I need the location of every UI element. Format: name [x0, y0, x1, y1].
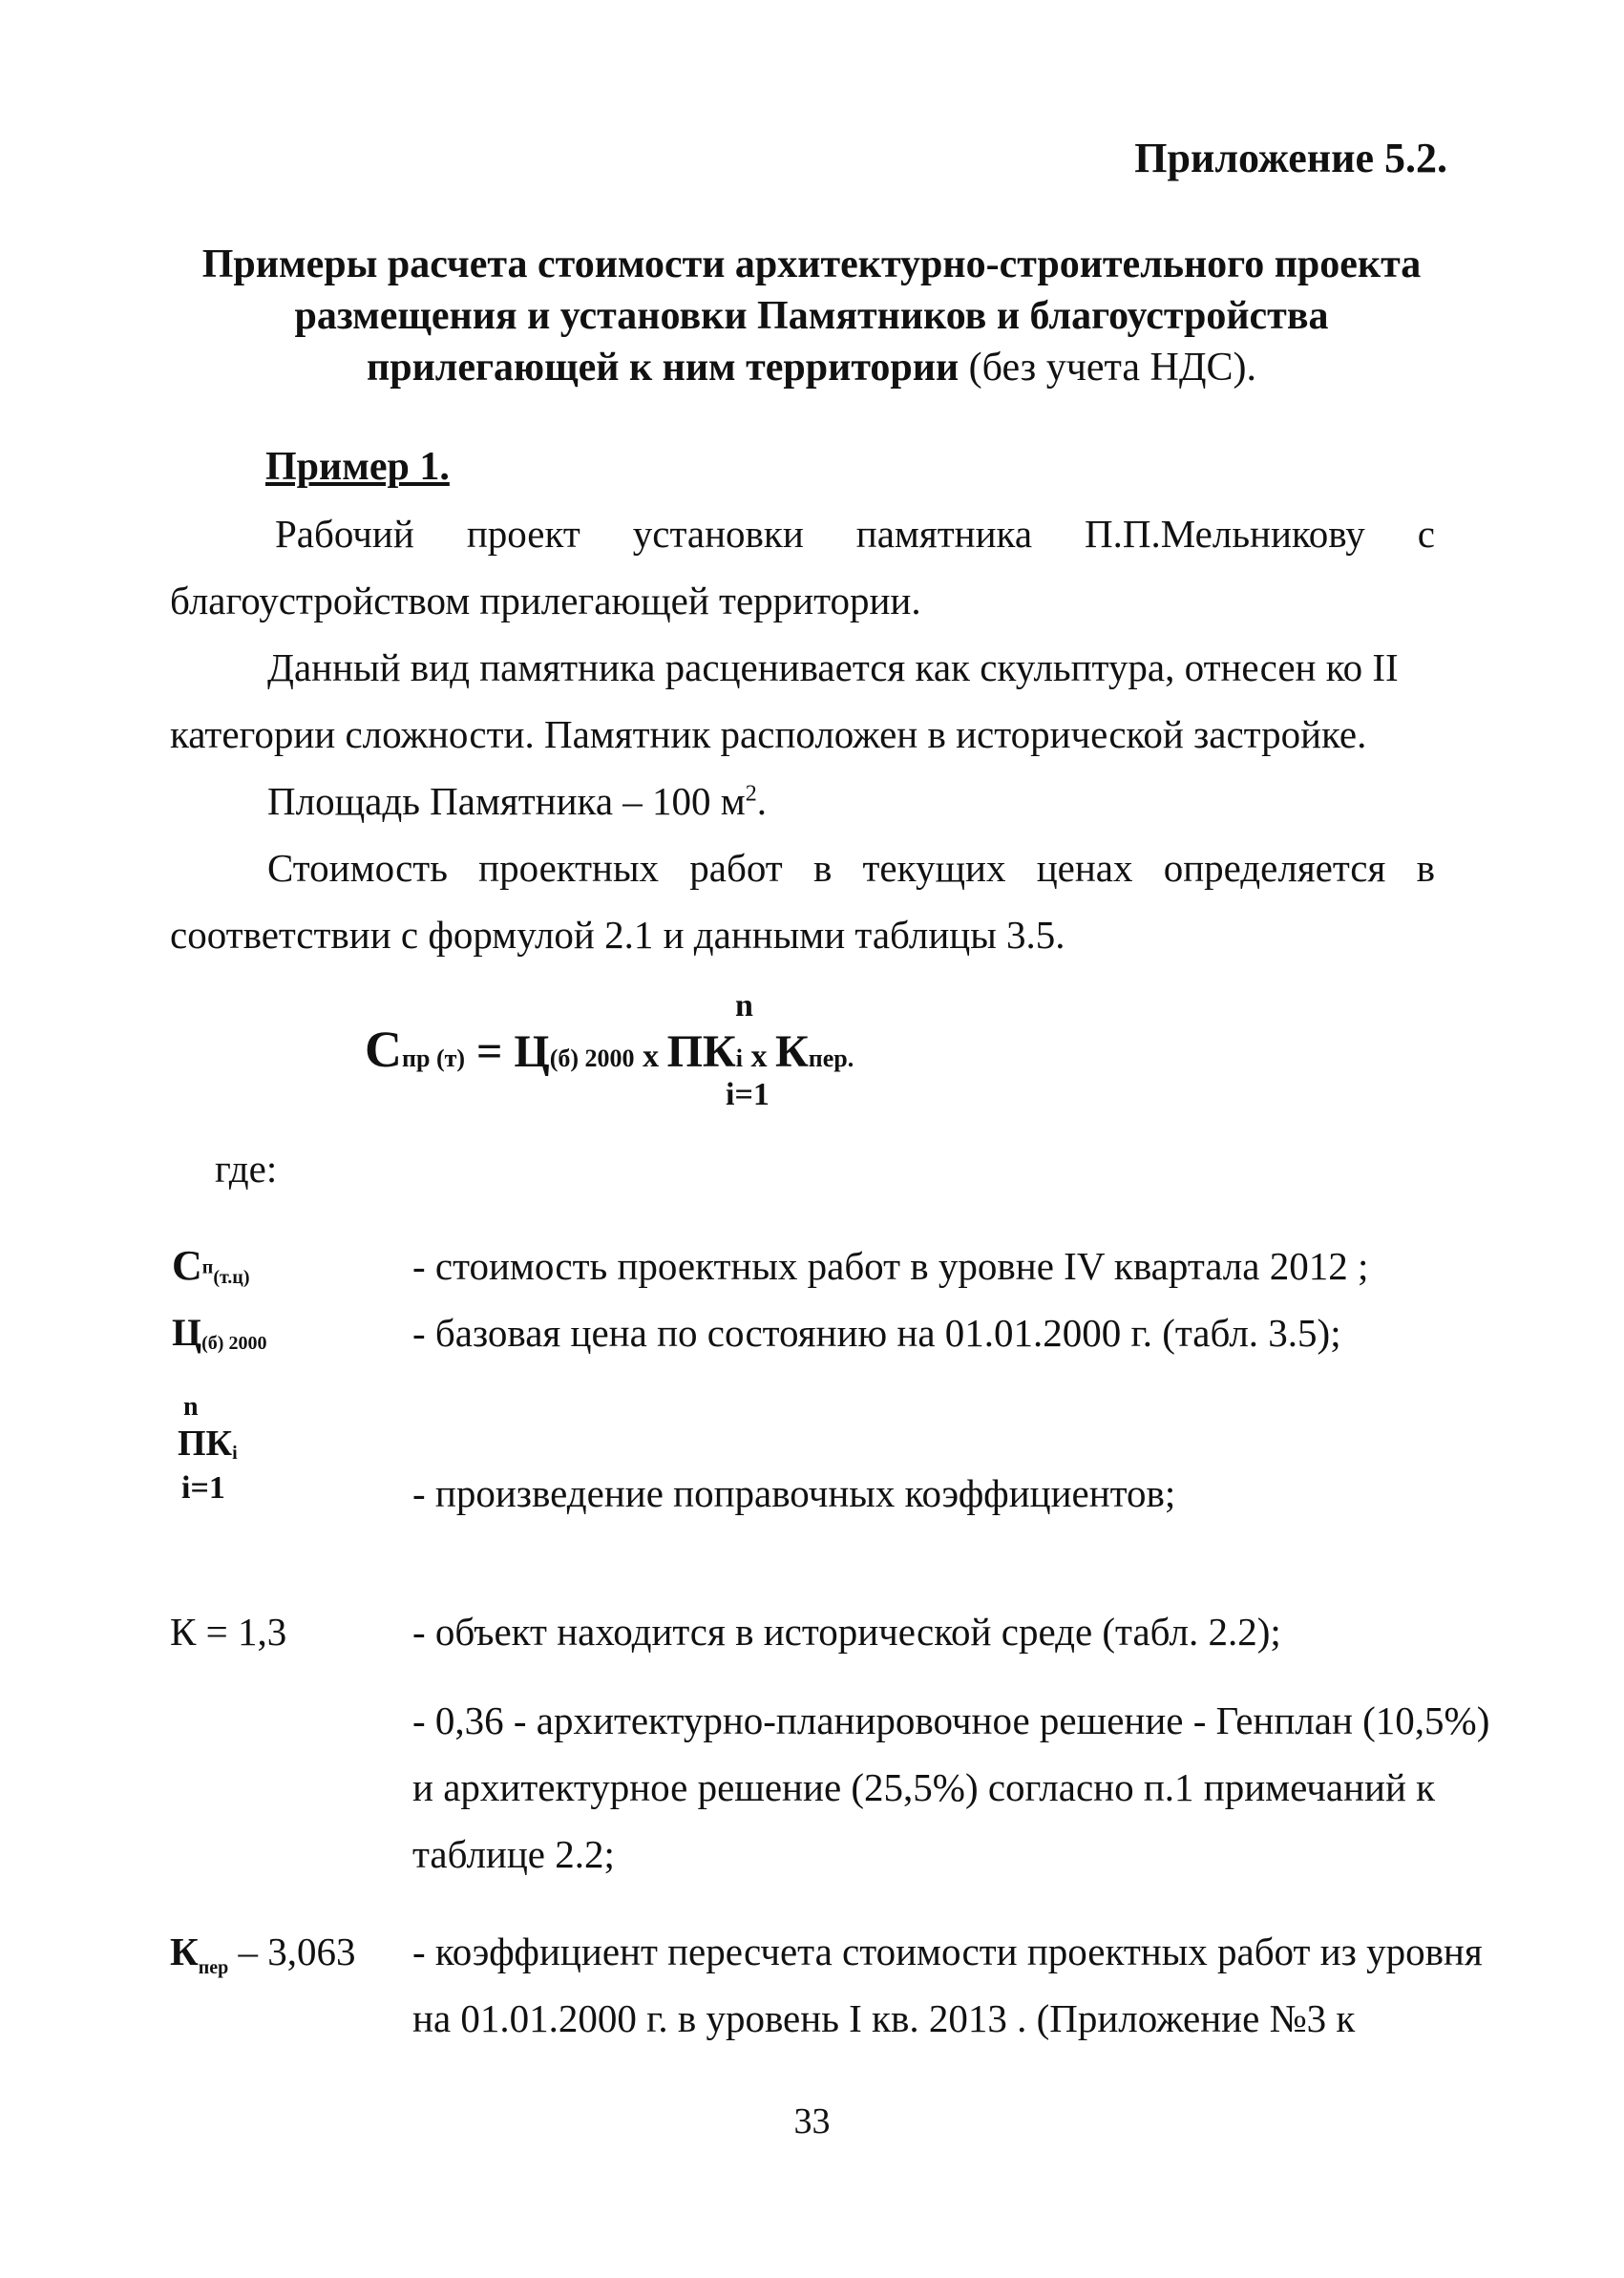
example-heading: Пример 1.	[265, 445, 450, 489]
formula-eq: =	[465, 1026, 515, 1077]
paragraph-4-line-1	[267, 845, 1435, 891]
def-6-line-2: на 01.01.2000 г. в уровень I кв. 2013 . (Приложение №3 к	[412, 1996, 1356, 2040]
def-6-line-1: - коэффициент пересчета стоимости проектных работ из уровня	[412, 1930, 1483, 1973]
def-6-symbol	[170, 1929, 356, 1979]
area-text: Площадь Памятника – 100 м	[267, 779, 746, 823]
def-5-line-3: таблице 2.2;	[412, 1832, 615, 1876]
formula-k: К	[774, 1026, 809, 1077]
formula-k-sub: пер.	[808, 1044, 854, 1072]
def-2-sym-main: Ц	[172, 1311, 202, 1354]
document-title	[143, 239, 1480, 393]
formula-main	[365, 1020, 854, 1079]
paragraph-4-line-2: соответствии с формулой 2.1 и данными таблицы 3.5.	[170, 913, 1065, 957]
p1-word: установки	[632, 512, 804, 556]
p4-word: в	[812, 846, 833, 890]
paragraph-1-line-2: благоустройством прилегающей территории.	[170, 579, 921, 622]
p4-word: текущих	[862, 846, 1006, 890]
def-3-symbol	[178, 1423, 238, 1465]
def-4-text: - объект находится в исторической среде (табл. 2.2);	[412, 1610, 1281, 1654]
def-3-n: n	[183, 1392, 199, 1422]
formula-pk: ПК	[666, 1026, 736, 1077]
def-1-sym-sub: (т.ц)	[213, 1267, 250, 1289]
formula-x2: х	[742, 1039, 775, 1074]
p4-word: ценах	[1036, 846, 1133, 890]
p4-word: в	[1416, 846, 1435, 890]
area-sup: 2	[745, 781, 757, 807]
p1-word: памятника	[855, 512, 1033, 556]
area-end: .	[756, 779, 767, 823]
def-1-symbol	[172, 1241, 249, 1290]
formula-ts-sub: (б) 2000	[549, 1044, 635, 1072]
where-label: где:	[215, 1147, 278, 1191]
paragraph-3	[267, 778, 767, 824]
def-4-symbol: К = 1,3	[170, 1610, 287, 1654]
paragraph-2-line-1: Данный вид памятника расценивается как скульптура, отнесен ко II	[267, 645, 1399, 689]
page-number: 33	[793, 2101, 831, 2141]
appendix-label: Приложение 5.2.	[1134, 135, 1447, 181]
title-line-2: размещения и установки Памятников и благоустройства	[294, 294, 1329, 338]
formula-i1: i=1	[726, 1077, 770, 1112]
formula-n: n	[735, 988, 753, 1023]
formula-c-sub: пр (т)	[402, 1044, 466, 1072]
paragraph-2-line-2: категории сложности. Памятник расположен в исторической застройке.	[170, 712, 1367, 756]
p1-word: П.П.Мельникову	[1085, 512, 1365, 556]
title-line-3-normal: (без учета НДС).	[959, 346, 1256, 390]
p4-word: проектных	[478, 846, 660, 890]
title-line-3	[143, 342, 1480, 393]
def-1-sym-sup: п	[201, 1256, 214, 1278]
def-3-sym-main: ПК	[178, 1424, 233, 1464]
formula-c: С	[365, 1021, 402, 1078]
title-line-1: Примеры расчета стоимости архитектурно-строительного проекта	[201, 243, 1422, 286]
def-3-i1: i=1	[181, 1470, 225, 1506]
def-3-sym-sub: i	[232, 1443, 238, 1465]
def-2-symbol	[172, 1310, 266, 1355]
p4-word: определяется	[1163, 846, 1386, 890]
paragraph-1-line-1	[275, 511, 1435, 557]
p1-word: Рабочий	[275, 512, 414, 556]
p1-word: проект	[466, 512, 580, 556]
def-2-sym-sub: (б) 2000	[201, 1333, 267, 1355]
def-3-text: - произведение поправочных коэффициентов;	[412, 1471, 1176, 1515]
def-5-line-2: и архитектурное решение (25,5%) согласно п.1 примечаний к	[412, 1765, 1436, 1809]
def-6-sym-main: К	[170, 1930, 199, 1973]
title-line-3-bold: прилегающей к ним территории	[367, 346, 960, 390]
p1-word: с	[1417, 512, 1435, 556]
def-6-sym-val: – 3,063	[228, 1930, 356, 1973]
formula-pk-sub: i	[735, 1044, 743, 1072]
formula-ts: Ц	[514, 1026, 550, 1077]
def-6-sym-sub: пер	[198, 1957, 229, 1979]
def-1-sym-main: С	[172, 1242, 202, 1289]
def-1-text: - стоимость проектных работ в уровне IV квартала 2012 ;	[412, 1244, 1369, 1288]
p4-word: работ	[689, 846, 783, 890]
p4-word: Стоимость	[267, 846, 448, 890]
def-5-line-1: - 0,36 - архитектурно-планировочное решение - Генплан (10,5%)	[412, 1698, 1490, 1742]
formula-x1: х	[634, 1039, 667, 1074]
def-2-text: - базовая цена по состоянию на 01.01.2000 г. (табл. 3.5);	[412, 1311, 1341, 1355]
